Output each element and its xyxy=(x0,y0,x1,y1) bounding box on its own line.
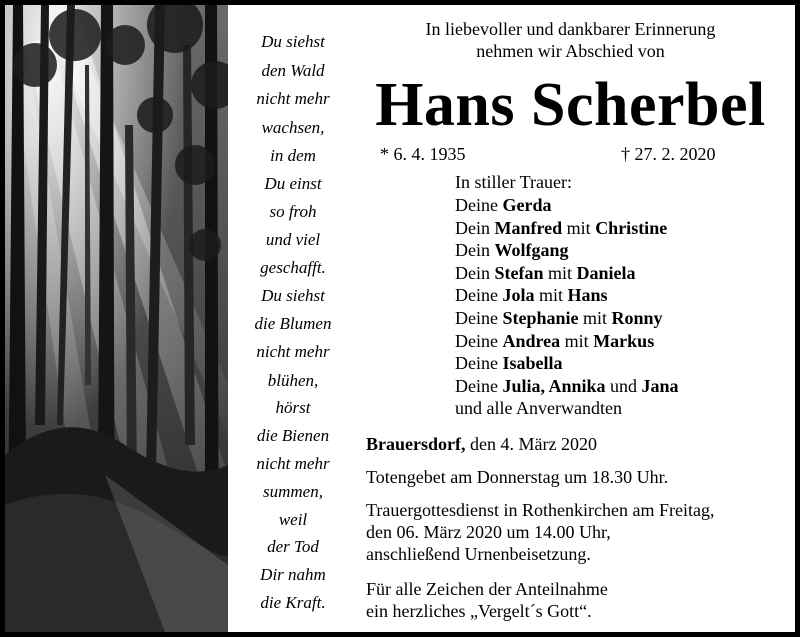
poem-column xyxy=(228,5,358,632)
mass-info-line-3: anschließend Urnenbeisetzung. xyxy=(366,544,591,564)
mourner-name: Manfred xyxy=(494,217,563,238)
poem-line: Du siehst xyxy=(261,32,325,51)
poem-line: blühen, xyxy=(267,371,319,390)
mourner-line xyxy=(455,262,636,284)
poem-line: die Blumen xyxy=(254,314,332,333)
mourner-line xyxy=(455,330,654,352)
poem-line: Du siehst xyxy=(261,286,325,305)
mourner-name: Daniela xyxy=(576,262,636,283)
mourner-relation: mit xyxy=(562,217,596,238)
poem-line: Du einst xyxy=(264,174,322,193)
poem-line: so froh xyxy=(269,202,317,221)
poem-line: der Tod xyxy=(267,537,319,556)
mourner-name: Isabella xyxy=(502,353,563,374)
mourner-line xyxy=(455,239,569,261)
mourner-name: Gerda xyxy=(502,195,552,215)
poem-line: nicht mehr xyxy=(256,89,330,108)
mourner-line xyxy=(455,284,608,306)
mourner-relation: Deine xyxy=(455,285,503,306)
poem-line: Dir nahm xyxy=(260,565,326,584)
header-line-2: nehmen wir Abschied von xyxy=(476,41,665,61)
mourners-closing: und alle Anverwandten xyxy=(455,398,622,418)
mourner-relation: mit xyxy=(578,308,612,328)
mourner-name: Christine xyxy=(595,217,668,238)
death-date: † 27. 2. 2020 xyxy=(621,144,716,164)
mourner-relation: Deine xyxy=(455,308,503,328)
thanks-line-1: Für alle Zeichen der Anteilnahme xyxy=(366,579,608,599)
mourner-line xyxy=(455,375,679,397)
date: den 4. März 2020 xyxy=(465,434,597,454)
obituary-notice xyxy=(5,5,795,632)
mourner-name: Stefan xyxy=(494,262,544,283)
poem-line: summen, xyxy=(263,482,323,501)
mourner-name: Wolfgang xyxy=(494,240,569,261)
poem-line: wachsen, xyxy=(261,118,325,137)
mourner-relation: Deine xyxy=(455,375,503,396)
thanks-line-2: ein herzliches „Vergelt´s Gott“. xyxy=(366,601,592,621)
mourner-name: Hans xyxy=(567,285,608,306)
forest-photo xyxy=(5,5,228,632)
poem-line: die Kraft. xyxy=(260,593,326,612)
mourner-line xyxy=(455,307,663,329)
mourners-intro: In stiller Trauer: xyxy=(455,172,572,192)
mass-info-line-2: den 06. März 2020 um 14.00 Uhr, xyxy=(366,522,611,542)
poem-line: hörst xyxy=(275,398,311,417)
mourner-name: Jola xyxy=(502,285,535,306)
mourner-relation: mit xyxy=(534,285,568,306)
poem-line: geschafft. xyxy=(260,258,326,277)
poem-line: nicht mehr xyxy=(256,454,330,473)
header-line-1: In liebevoller und dankbarer Erinnerung xyxy=(425,19,716,39)
mass-info-line-1: Trauergottesdienst in Rothenkirchen am Freitag, xyxy=(366,500,715,520)
mourner-relation: Deine xyxy=(455,195,503,215)
mourner-relation: Deine xyxy=(455,330,503,351)
mourner-relation: Dein xyxy=(455,240,495,261)
main-text xyxy=(358,5,795,632)
mourner-name: Jana xyxy=(641,375,679,396)
birth-date: * 6. 4. 1935 xyxy=(380,144,466,164)
mourner-name: Markus xyxy=(593,330,655,351)
prayer-info: Totengebet am Donnerstag um 18.30 Uhr. xyxy=(366,467,669,487)
mourner-relation: Dein xyxy=(455,217,495,238)
mourner-name: Andrea xyxy=(502,330,561,351)
place-date xyxy=(366,433,597,455)
mourner-line xyxy=(455,352,563,374)
poem-line: und viel xyxy=(265,230,321,249)
mourner-relation: Deine xyxy=(455,353,503,374)
mourner-name: Ronny xyxy=(611,308,663,328)
poem-line: in dem xyxy=(270,146,316,165)
forest-sunbeams-image xyxy=(5,5,228,632)
poem-line: weil xyxy=(278,510,308,529)
mourner-relation: und xyxy=(605,375,642,396)
mourner-relation: mit xyxy=(543,262,577,283)
mourner-line xyxy=(455,217,667,239)
place: Brauersdorf, xyxy=(366,434,466,454)
deceased-name: Hans Scherbel xyxy=(375,71,766,139)
mourner-relation: mit xyxy=(560,330,594,351)
mourner-line xyxy=(455,194,551,216)
mourner-relation: Dein xyxy=(455,262,495,283)
poem-line: nicht mehr xyxy=(256,342,330,361)
poem-line: die Bienen xyxy=(256,426,330,445)
mourner-name: Julia, Annika xyxy=(502,375,606,396)
mourner-name: Stephanie xyxy=(502,308,579,328)
poem-line: den Wald xyxy=(261,61,325,80)
